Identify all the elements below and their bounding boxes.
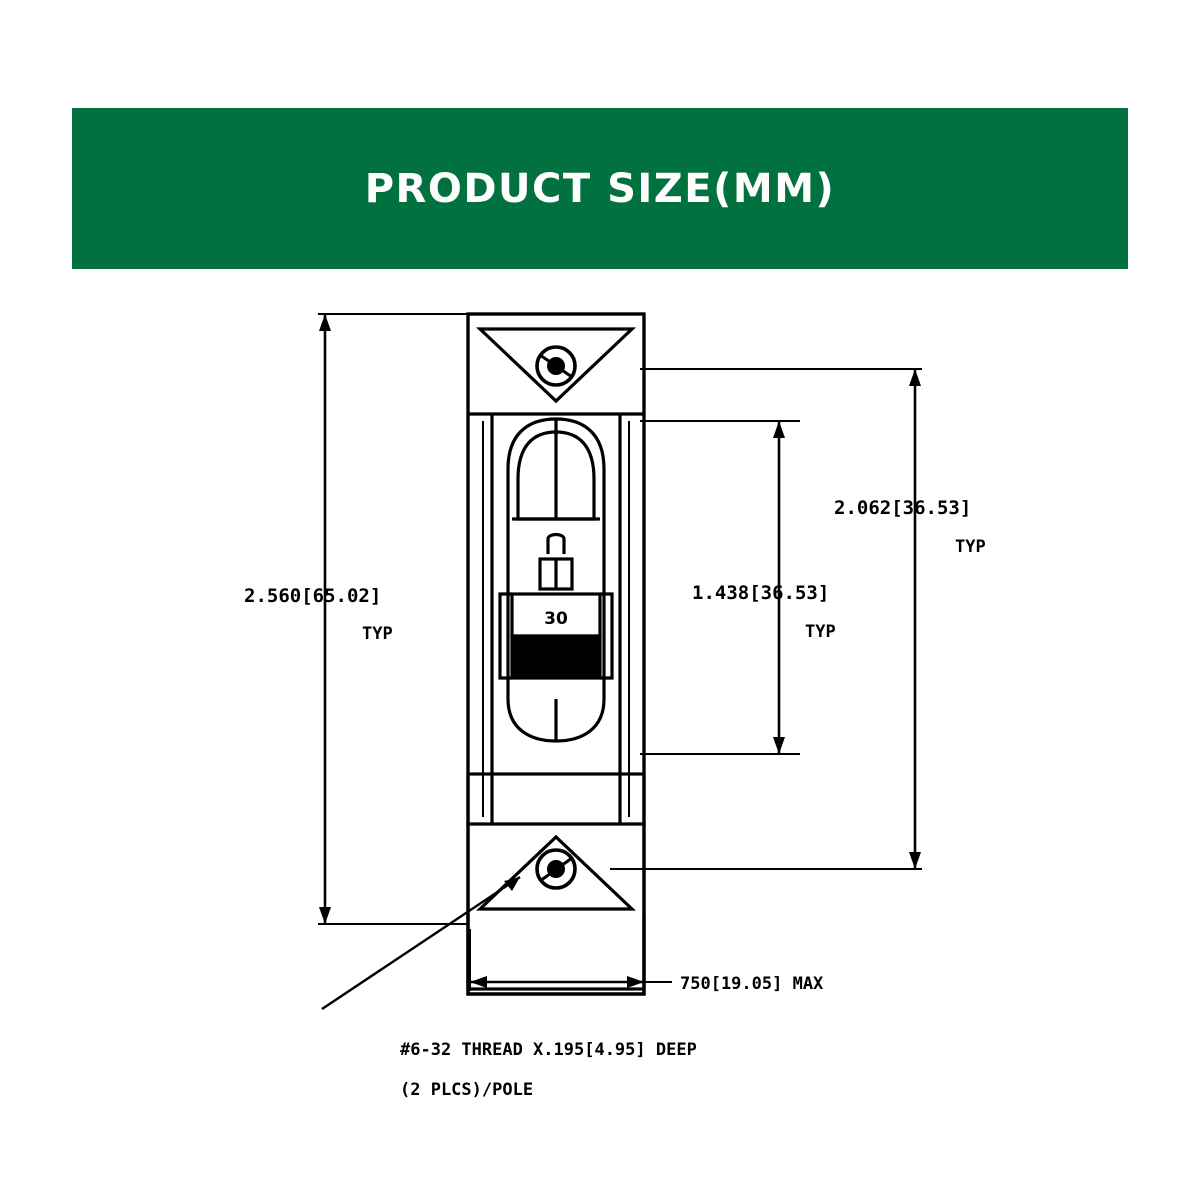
thread-note-line-2: (2 PLCS)/POLE (400, 1080, 534, 1100)
dim-upper-offset-note: TYP (955, 537, 986, 557)
dim-width (470, 929, 672, 991)
top-terminal (480, 329, 632, 401)
drawing-canvas (0, 269, 1200, 1200)
dim-overall-height-value: 2.560[65.02] (244, 585, 382, 607)
dim-overall-height-note: TYP (362, 624, 393, 644)
dim-width-value: 750[19.05] MAX (680, 974, 824, 994)
page-title: PRODUCT SIZE(MM) (364, 166, 836, 212)
dim-inner-height-value: 1.438[36.53] (692, 582, 830, 604)
bottom-terminal (480, 837, 632, 909)
dim-upper-offset-value: 2.062[36.53] (834, 497, 972, 519)
product-size-banner (72, 108, 1128, 269)
dim-inner-height-note: TYP (805, 622, 836, 642)
rating-label: 30 (544, 609, 568, 629)
dim-overall-height (318, 314, 468, 924)
technical-drawing (0, 269, 1200, 1200)
dim-upper-offset (610, 369, 922, 869)
thread-note-line-1: #6-32 THREAD X.195[4.95] DEEP (400, 1040, 697, 1060)
toggle-mechanism (500, 419, 612, 741)
